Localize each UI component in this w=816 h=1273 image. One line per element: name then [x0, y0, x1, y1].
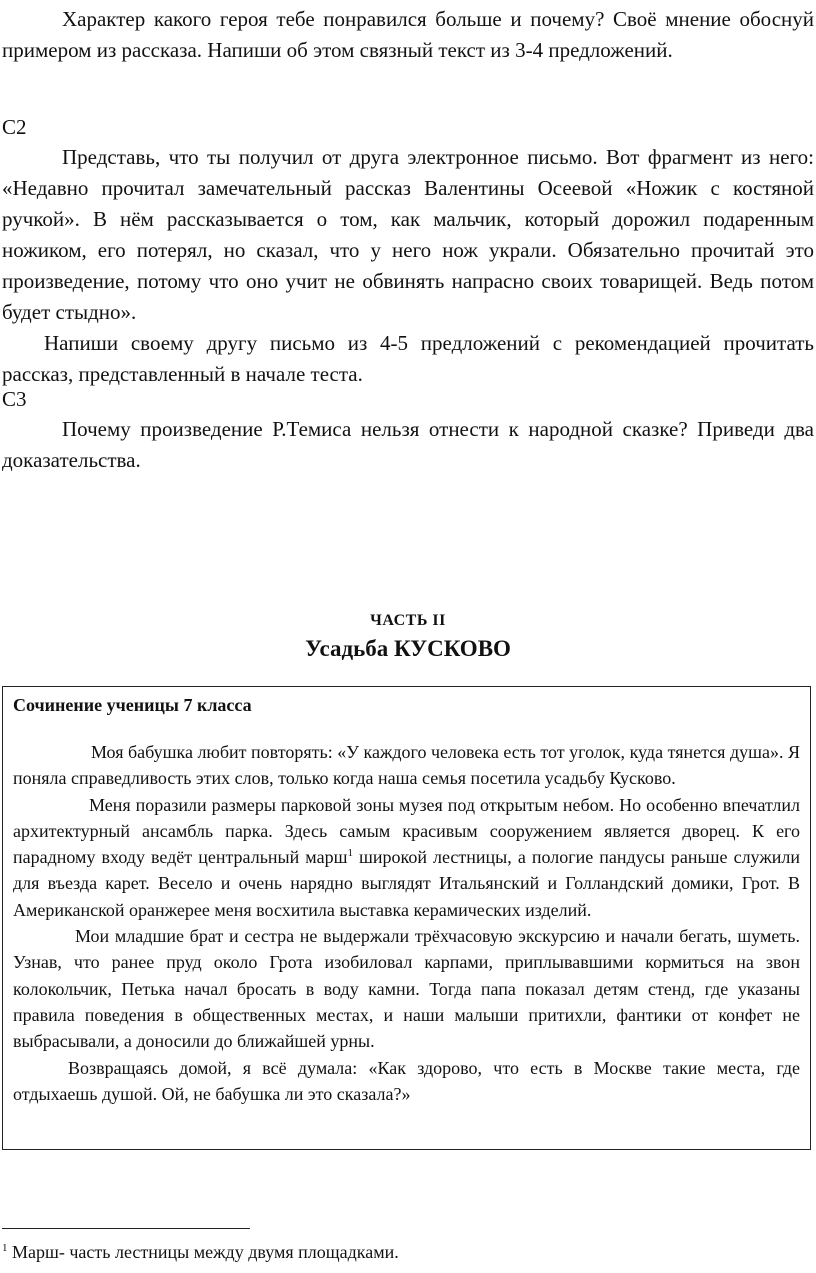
essay-title: Сочинение ученицы 7 класса: [13, 695, 252, 715]
footnote: [2, 1240, 399, 1264]
essay-paragraph-3: Мои младшие брат и сестра не выдержали трёхчасовую экскурсию и начали бегать, шуметь. Узнав, что ранее пруд около Грота изобиловал карпами, приплывавшими кормиться на звон колокольчик, Петька начал бросать в воду камни. Тогда папа показал детям стенд, где указаны правила поведения в общественных местах, и наши малыши притихли, фантики от конфет не выбрасывали, а доносили до ближайшей урны.: [13, 926, 800, 1052]
task-c3-label: С3: [2, 387, 27, 411]
task-c2-paragraph-1: Представь, что ты получил от друга электронное письмо. Вот фрагмент из него: «Недавно прочитал замечательный рассказ Валентины Осеевой «Ножик с костяной ручкой». В нём рассказывается о том, как мальчик, который дорожил подаренным ножиком, его потерял, но сказал, что у него нож украли. Обязательно прочитай это произведение, потому что оно учит не обвинять напрасно своих товарищей. Ведь потом будет стыдно».: [2, 145, 814, 324]
footnote-reference[interactable]: 1: [347, 847, 353, 860]
essay-box: [2, 686, 811, 1150]
task-c1-paragraph: Характер какого героя тебе понравился больше и почему? Своё мнение обоснуй примером из рассказа. Напиши об этом связный текст из 3-4 предложений.: [2, 7, 814, 62]
essay-paragraph-2-end: широкой лестницы, а пологие пандусы раньше служили для въезда карет. Весело и очень нарядно выглядят Итальянский и Голландский домики, Грот. В Американской оранжерее меня восхитила выставка керамических изделий.: [13, 847, 800, 920]
task-c1-block: [2, 4, 814, 66]
essay-paragraph-1: Моя бабушка любит повторять: «У каждого человека есть тот уголок, куда тянется душа». Я поняла справедливость этих слов, только когда наша семья посетила усадьбу Кусково.: [13, 742, 800, 789]
task-c3-block: [2, 414, 814, 476]
footnote-mark: 1: [2, 1242, 8, 1254]
essay-paragraph-2: [13, 792, 800, 923]
part-two-label: ЧАСТЬ II: [370, 612, 446, 629]
essay-paragraph-2-start: Меня поразили размеры парковой зоны музея под открытым небом. Но особенно впечатлил архитектурный ансамбль парка. Здесь самым красивым сооружением является дворец. К его парадному входу ведёт центральный марш: [13, 794, 800, 868]
footnote-divider: [2, 1228, 250, 1229]
task-c2-paragraph-2: Напиши своему другу письмо из 4-5 предложений с рекомендацией прочитать рассказ, представленный в начале теста.: [2, 331, 814, 386]
essay-paragraph-4: Возвращаясь домой, я всё думала: «Как здорово, что есть в Москве такие места, где отдыхаешь душой. Ой, не бабушка ли это сказала?»: [13, 1057, 800, 1104]
task-c2-block: [2, 142, 814, 390]
task-c3-paragraph: Почему произведение Р.Темиса нельзя отнести к народной сказке? Приведи два доказательства.: [2, 417, 814, 472]
footnote-text: Марш- часть лестницы между двумя площадками.: [7, 1242, 399, 1262]
task-c2-label: С2: [2, 115, 27, 139]
part-two-title: Усадьба КУСКОВО: [305, 636, 511, 661]
